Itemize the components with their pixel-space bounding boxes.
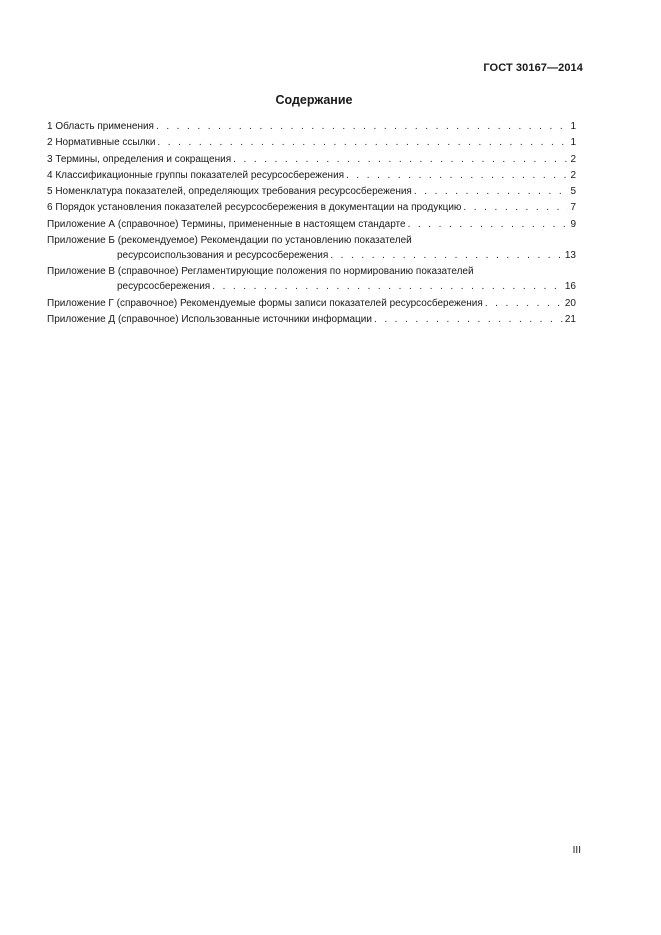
toc-entry[interactable] <box>47 313 576 326</box>
toc-entry-title: Приложение Д (справочное) Использованные источники информации <box>47 313 372 325</box>
toc-leader-dots <box>408 218 569 231</box>
toc-leader-dots <box>346 169 568 182</box>
toc-entry-title: 3 Термины, определения и сокращения <box>47 153 232 165</box>
table-of-contents <box>47 120 576 329</box>
toc-entry-title: Приложение А (справочное) Термины, примененные в настоящем стандарте <box>47 218 406 230</box>
toc-heading: Содержание <box>275 93 353 107</box>
toc-leader-dots <box>485 297 563 310</box>
toc-entry[interactable] <box>47 234 576 247</box>
document-code: ГОСТ 30167—2014 <box>483 62 583 74</box>
toc-entry-title-continued: ресурсоиспользования и ресурсосбережения <box>117 250 329 262</box>
toc-entry-title: 5 Номенклатура показателей, определяющих требования ресурсосбережения <box>47 186 412 198</box>
toc-entry[interactable] <box>47 218 576 231</box>
toc-entry-title: 2 Нормативные ссылки <box>47 137 156 149</box>
toc-leader-dots <box>233 153 568 166</box>
toc-entry-page: 13 <box>564 250 576 262</box>
toc-entry-title: Приложение В (справочное) Регламентирующие положения по нормированию показателей <box>47 266 474 278</box>
toc-entry-title: 6 Порядок установления показателей ресурсосбережения в документации на продукцию <box>47 202 462 214</box>
toc-leader-dots <box>157 136 568 149</box>
toc-entry-page: 9 <box>570 218 576 230</box>
toc-entry-page: 2 <box>570 153 576 165</box>
toc-leader-dots <box>463 201 568 214</box>
toc-entry-title: Приложение Б (рекомендуемое) Рекомендации по установлению показателей <box>47 235 412 247</box>
toc-entry-page: 2 <box>570 169 576 181</box>
toc-leader-dots <box>156 120 568 133</box>
toc-entry-page: 20 <box>564 297 576 309</box>
toc-entry-page: 5 <box>570 186 576 198</box>
toc-entry-page: 1 <box>570 137 576 149</box>
toc-entry[interactable] <box>47 153 576 166</box>
toc-entry[interactable] <box>47 169 576 182</box>
toc-entry-page: 1 <box>570 121 576 132</box>
toc-entry-page: 16 <box>564 281 576 293</box>
toc-entry-continuation[interactable] <box>47 249 576 262</box>
toc-entry[interactable] <box>47 136 576 149</box>
toc-entry[interactable] <box>47 201 576 214</box>
toc-entry[interactable] <box>47 185 576 198</box>
toc-entry-title-continued: ресурсосбережения <box>117 281 211 293</box>
toc-entry[interactable] <box>47 120 576 133</box>
toc-leader-dots <box>374 313 563 326</box>
toc-entry-page: 21 <box>564 313 576 325</box>
toc-entry[interactable] <box>47 297 576 310</box>
toc-entry-title: 4 Классификационные группы показателей ресурсосбережения <box>47 169 345 181</box>
toc-entry-continuation[interactable] <box>47 280 576 293</box>
toc-leader-dots <box>414 185 569 198</box>
toc-entry-page: 7 <box>570 202 576 214</box>
page-number: III <box>572 845 581 856</box>
toc-entry-title: Приложение Г (справочное) Рекомендуемые формы записи показателей ресурсосбережения <box>47 297 483 309</box>
toc-leader-dots <box>212 280 563 293</box>
toc-entry-title: 1 Область применения <box>47 121 154 132</box>
toc-leader-dots <box>330 249 563 262</box>
toc-entry[interactable] <box>47 265 576 278</box>
